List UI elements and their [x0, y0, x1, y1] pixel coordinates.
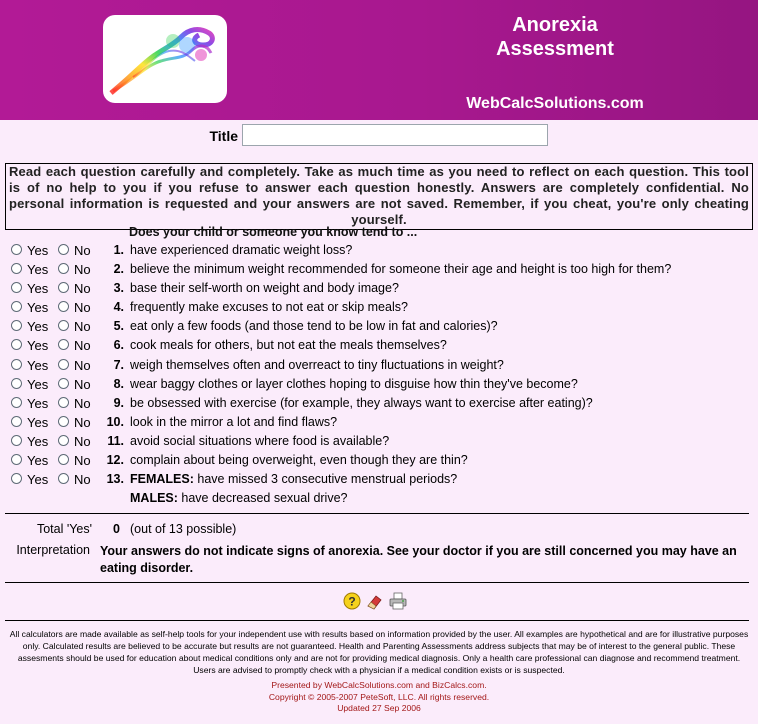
yes-label[interactable]: Yes	[27, 319, 49, 335]
footer-presented-by: Presented by WebCalcSolutions.com and BizCalcs.com.	[271, 680, 487, 690]
question-row	[0, 413, 758, 432]
yes-radio[interactable]	[11, 339, 22, 350]
yes-radio[interactable]	[11, 454, 22, 465]
question-number: 7.	[113, 357, 124, 372]
no-label[interactable]: No	[74, 262, 91, 278]
footer-copyright: Copyright © 2005-2007 PeteSoft, LLC. All rights reserved.	[268, 691, 490, 702]
question-number: 12.	[106, 453, 124, 468]
question-row	[0, 317, 758, 336]
divider	[5, 582, 749, 583]
question-list	[0, 241, 758, 506]
yes-label[interactable]: Yes	[27, 472, 49, 488]
question-row	[0, 336, 758, 355]
logo	[103, 15, 227, 103]
no-radio[interactable]	[58, 320, 69, 331]
question-text: complain about being overweight, even though they are thin?	[130, 453, 468, 468]
clear-eraser-icon[interactable]	[366, 592, 384, 610]
total-yes-label: Total 'Yes'	[36, 522, 92, 536]
no-radio[interactable]	[58, 339, 69, 350]
no-label[interactable]: No	[74, 243, 91, 258]
yes-label[interactable]: Yes	[27, 357, 49, 373]
question-row	[0, 356, 758, 375]
males-label: MALES:	[130, 491, 178, 506]
no-label[interactable]: No	[74, 453, 91, 469]
yes-label[interactable]: Yes	[27, 453, 49, 469]
yes-radio[interactable]	[11, 359, 22, 370]
yes-radio[interactable]	[11, 282, 22, 293]
question-row	[0, 298, 758, 317]
title-input[interactable]	[242, 124, 548, 146]
question-row	[0, 260, 758, 279]
title-label: Title	[209, 128, 238, 144]
yes-radio[interactable]	[11, 473, 22, 484]
question-text: look in the mirror a lot and find flaws?	[130, 414, 338, 429]
no-label[interactable]: No	[74, 376, 91, 392]
divider	[5, 620, 749, 621]
question-number: 11.	[107, 433, 124, 448]
no-radio[interactable]	[58, 263, 69, 274]
no-radio[interactable]	[58, 282, 69, 293]
smoke-logo-icon	[103, 15, 227, 103]
yes-label[interactable]: Yes	[27, 281, 49, 297]
females-label: FEMALES:	[130, 472, 194, 487]
yes-radio[interactable]	[11, 263, 22, 274]
no-radio[interactable]	[58, 416, 69, 427]
footer	[0, 680, 758, 715]
question-row	[0, 470, 758, 506]
no-radio[interactable]	[58, 397, 69, 408]
question-row	[0, 375, 758, 394]
question-row	[0, 432, 758, 451]
yes-label[interactable]: Yes	[27, 243, 49, 258]
no-radio[interactable]	[58, 378, 69, 389]
interpretation-text: Your answers do not indicate signs of anorexia. See your doctor if you are still concerned you may have an eating disorder.	[100, 544, 737, 575]
question-number: 4.	[113, 300, 124, 315]
no-label[interactable]: No	[74, 433, 91, 449]
no-radio[interactable]	[58, 359, 69, 370]
question-text: frequently make excuses to not eat or skip meals?	[130, 300, 408, 315]
question-text: believe the minimum weight recommended for someone their age and height is too high for them?	[130, 262, 672, 277]
question-row	[0, 279, 758, 298]
total-yes-value: 0	[113, 522, 120, 536]
no-radio[interactable]	[58, 473, 69, 484]
question-text: have experienced dramatic weight loss?	[130, 243, 353, 257]
yes-radio[interactable]	[11, 378, 22, 389]
question-number: 2.	[113, 262, 124, 277]
question-number: 6.	[113, 338, 124, 353]
question-text: base their self-worth on weight and body image?	[130, 281, 399, 296]
question-text: eat only a few foods (and those tend to be low in fat and calories)?	[130, 319, 498, 334]
yes-label[interactable]: Yes	[27, 395, 49, 411]
yes-label[interactable]: Yes	[27, 433, 49, 449]
question-text: cook meals for others, but not eat the meals themselves?	[130, 338, 447, 353]
no-radio[interactable]	[58, 435, 69, 446]
yes-label[interactable]: Yes	[27, 262, 49, 278]
yes-radio[interactable]	[11, 435, 22, 446]
males-text: have decreased sexual drive?	[181, 491, 348, 506]
question-number: 1.	[113, 243, 124, 257]
question-number: 3.	[113, 281, 124, 296]
question-number: 5.	[113, 319, 124, 334]
no-label[interactable]: No	[74, 357, 91, 373]
yes-label[interactable]: Yes	[27, 338, 49, 354]
disclaimer: All calculators are made available as self-help tools for your independent use with results based on information provided by the user. All examples are hypothetical and are for illustrative purposes only. Calculated results are believed to be accurate but results are not guaranteed. Health and Parenting Assessments address subjects that may be of interest to the general public. These assesments should be used for education about medical conditions only and are not for providing medical diagnosis. Only a health care professional can diagnose and recommend treatment. Users are advised to promptly check with a physician if a medical condition exists or is suspected.	[9, 629, 749, 675]
page-title: Anorexia Assessment	[496, 14, 614, 60]
yes-label[interactable]: Yes	[27, 300, 49, 316]
print-icon[interactable]	[389, 592, 407, 610]
header-banner	[0, 0, 758, 120]
yes-label[interactable]: Yes	[27, 376, 49, 392]
interpretation-label: Interpretation	[16, 543, 90, 557]
no-label[interactable]: No	[74, 300, 91, 316]
yes-radio[interactable]	[11, 397, 22, 408]
help-icon[interactable]	[343, 592, 361, 610]
no-label[interactable]: No	[74, 472, 91, 488]
yes-label[interactable]: Yes	[27, 414, 49, 430]
question-text: weigh themselves often and overreact to tiny fluctuations in weight?	[130, 357, 504, 372]
title-row	[0, 124, 758, 148]
divider	[5, 513, 749, 514]
question-row	[0, 241, 758, 260]
females-text: have missed 3 consecutive menstrual periods?	[197, 472, 458, 487]
no-label[interactable]: No	[74, 395, 91, 411]
site-name: WebCalcSolutions.com	[466, 95, 644, 112]
footer-updated: Updated 27 Sep 2006	[337, 703, 421, 713]
question-text: wear baggy clothes or layer clothes hoping to disguise how thin they've become?	[130, 376, 578, 391]
question-number: 8.	[113, 376, 124, 391]
total-yes-note: (out of 13 possible)	[130, 522, 237, 536]
yes-radio[interactable]	[11, 244, 22, 255]
question-text: avoid social situations where food is available?	[130, 433, 390, 448]
no-label[interactable]: No	[74, 414, 91, 430]
no-radio[interactable]	[58, 244, 69, 255]
question-row	[0, 451, 758, 470]
no-radio[interactable]	[58, 454, 69, 465]
question-number: 10.	[106, 414, 124, 429]
no-label[interactable]: No	[74, 319, 91, 335]
yes-radio[interactable]	[11, 301, 22, 312]
question-row	[0, 394, 758, 413]
question-text-females	[130, 470, 457, 489]
svg-text:?: ?	[348, 594, 356, 609]
question-text-males	[130, 489, 347, 508]
no-label[interactable]: No	[74, 338, 91, 354]
question-number: 9.	[113, 395, 124, 410]
yes-radio[interactable]	[11, 416, 22, 427]
yes-radio[interactable]	[11, 320, 22, 331]
question-prompt: Does your child or someone you know tend to ...	[129, 225, 418, 239]
question-text: be obsessed with exercise (for example, they always want to exercise after eating)?	[130, 395, 593, 410]
no-label[interactable]: No	[74, 281, 91, 297]
question-number: 13.	[106, 472, 124, 487]
instructions-box: Read each question carefully and completely. Take as much time as you need to reflect on each question. This tool is of no help to you if you refuse to answer each question honestly. Answers are completely confidential. No personal information is requested and your answers are not saved. Remember, if you cheat, you're only cheating yourself.	[5, 163, 753, 230]
no-radio[interactable]	[58, 301, 69, 312]
